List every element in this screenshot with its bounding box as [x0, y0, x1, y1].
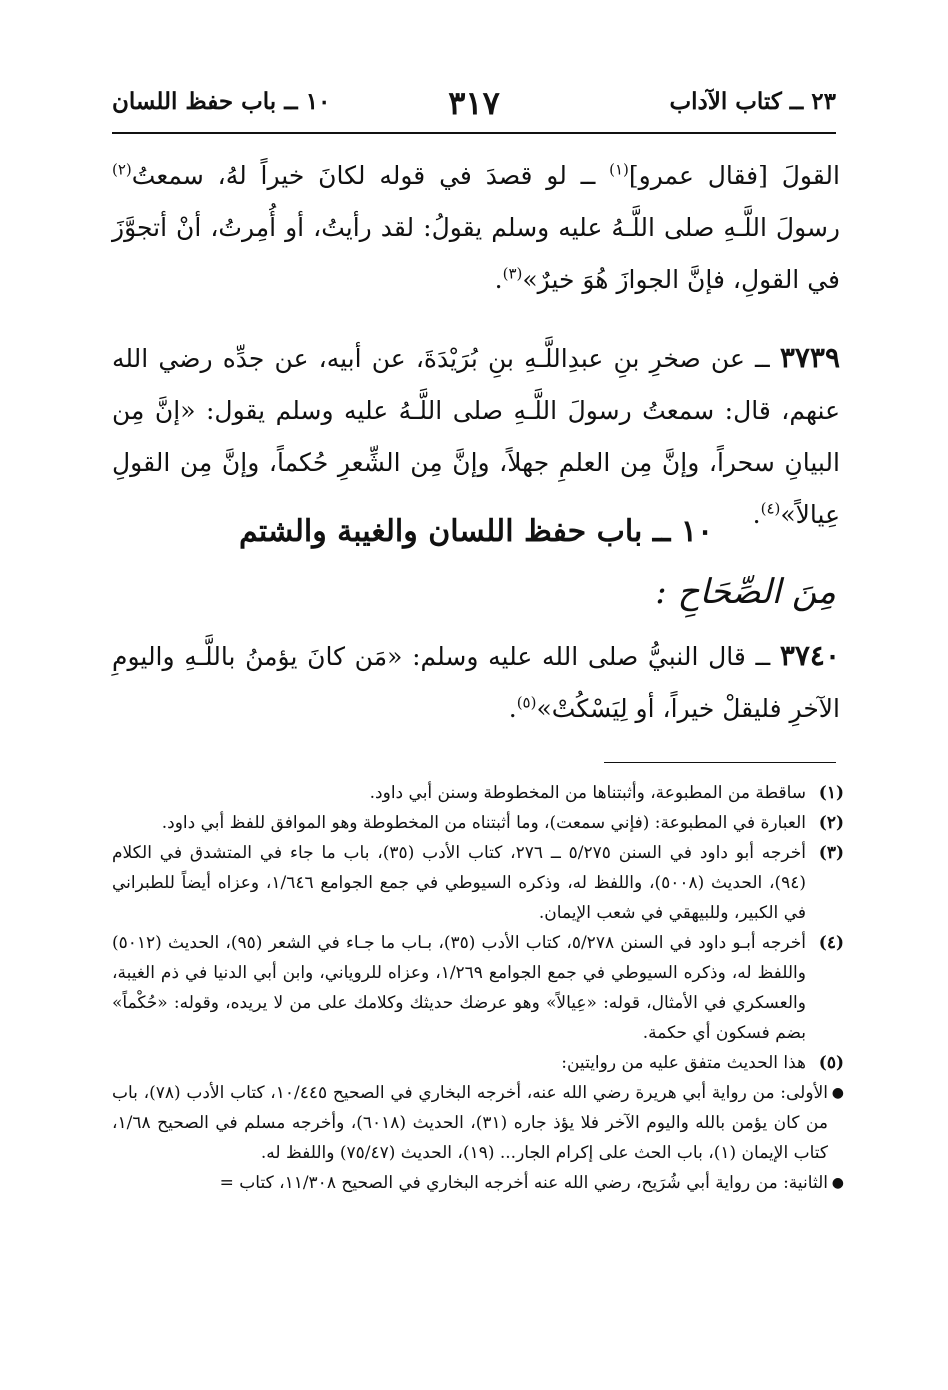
footnote-bullet [112, 1078, 844, 1168]
footnote-item [112, 778, 844, 808]
footnote-number: (٢) [818, 813, 844, 833]
header-section-title: ١٠ ــ باب حفظ اللسان [112, 88, 331, 115]
footnote-number: (١) [818, 783, 844, 803]
chapter-heading: ١٠ ــ باب حفظ اللسان والغيبة والشتم [238, 514, 714, 549]
text-segment: القولَ [فقال عمرو] [628, 161, 840, 190]
footnote-bullet [112, 1168, 844, 1198]
text-segment: ــ لو قصدَ في قوله لكانَ خيراً لهُ، سمعتُ [131, 161, 610, 190]
sahih-label: مِنَ الصِّحَاحِ : [655, 572, 836, 612]
footnote-divider [604, 762, 836, 763]
footnote-number: (٣) [818, 843, 844, 863]
text-segment: . [508, 694, 517, 723]
hadith-text: ــ قال النبيُّ صلى الله عليه وسلم: «مَن كانَ يؤمنُ باللَّـهِ واليومِ الآخرِ فليقلْ خيراً، أو لِيَسْكُتْ» [112, 642, 840, 723]
bullet-icon: ● [831, 1175, 844, 1191]
paragraph-continued [112, 150, 840, 306]
footnote-ref-1: (١) [609, 160, 629, 179]
footnote-item [112, 1048, 844, 1078]
footnote-item [112, 808, 844, 838]
footnotes [112, 778, 844, 1198]
hadith-text: ــ عن صخرِ بنِ عبدِاللَّـهِ بنِ بُرَيْدَةَ، عن أبيه، عن جدِّه رضي الله عنهم، قال: سمعتُ رسولَ اللَّـهِ صلى اللَّـهُ عليه وسلم يقول: «إنَّ مِن البيانِ سحراً، وإنَّ مِن العلمِ جهلاً، وإنَّ مِن الشِّعرِ حُكماً، وإنَّ مِن القولِ عِيالاً» [112, 344, 840, 529]
footnote-ref-2: (٢) [112, 160, 132, 179]
running-header [112, 84, 836, 134]
bullet-icon: ● [831, 1085, 844, 1101]
footnote-ref-3: (٣) [502, 264, 523, 283]
header-chapter-title: ٢٣ ــ كتاب الآداب [669, 88, 836, 115]
hadith-number: ٣٧٣٩ [779, 341, 840, 374]
page-number: ٣١٧ [448, 84, 500, 122]
footnote-text: أخرجه أبو داود في السنن ٥/٢٧٥ ــ ٢٧٦، كتاب الأدب (٣٥)، باب ما جاء في المتشدق في الكلام (٩٤)، الحديث (٥٠٠٨)، واللفظ له، وذكره السيوطي في جمع الجوامع ١/٦٤٦، وعزاه أيضاً للطبراني في الكبير، وللبيهقي في شعب الإيمان. [112, 843, 806, 923]
footnote-item [112, 928, 844, 1048]
main-text [112, 150, 840, 541]
hadith-3739 [112, 332, 840, 541]
hadith-number: ٣٧٤٠ [779, 639, 840, 672]
footnote-item [112, 838, 844, 928]
footnote-number: (٥) [818, 1053, 844, 1073]
footnote-text: أخرجه أبـو داود في السنن ٥/٢٧٨، كتاب الأدب (٣٥)، بـاب ما جـاء في الشعر (٩٥)، الحديث (٥٠١٢) واللفظ له، وذكره السيوطي في جمع الجوامع ١/٢٦٩، وعزاه للروياني، وابن أبي الدنيا في ذم الغيبة، والعسكري في الأمثال، قوله: «عِيالاً» وهو عرضك حديثك وكلامك على من لا يريده، وقوله: «حُكْماً» بضم فسكون أي حكمة. [112, 933, 806, 1043]
bullet-text: الأولى: من رواية أبي هريرة رضي الله عنه، أخرجه البخاري في الصحيح ١٠/٤٤٥، كتاب الأدب (٧٨)، باب من كان يؤمن بالله واليوم الآخر فلا يؤذ جاره (٣١)، الحديث (٦٠١٨)، وأخرجه مسلم في الصحيح ١/٦٨، كتاب الإيمان (١)، باب الحث على إكرام الجار... (١٩)، الحديث (٧٥/٤٧) واللفظ له. [112, 1083, 828, 1163]
bullet-text: الثانية: من رواية أبي شُرَيح، رضي الله عنه أخرجه البخاري في الصحيح ١١/٣٠٨، كتاب = [219, 1173, 828, 1193]
footnote-number: (٤) [818, 933, 844, 953]
footnote-ref-4: (٤) [760, 499, 781, 518]
text-segment: . [752, 500, 761, 529]
footnote-text: ساقطة من المطبوعة، وأثبتناها من المخطوطة وسنن أبي داود. [369, 783, 806, 803]
footnote-text: هذا الحديث متفق عليه من روايتين: [561, 1053, 806, 1073]
text-segment: . [494, 265, 503, 294]
footnote-ref-5: (٥) [516, 693, 537, 712]
text-segment: رسولَ اللَّـهِ صلى اللَّـهُ عليه وسلم يقولُ: لقد رأيتُ، أو أُمِرتُ، أنْ أتجوَّزَ في القولِ، فإنَّ الجوازَ هُوَ خيرٌ» [112, 213, 840, 294]
footnote-text: العبارة في المطبوعة: (فإني سمعت)، وما أثبتناه من المخطوطة وهو الموافق للفظ أبي داود. [161, 813, 806, 833]
hadith-3740 [112, 630, 840, 735]
